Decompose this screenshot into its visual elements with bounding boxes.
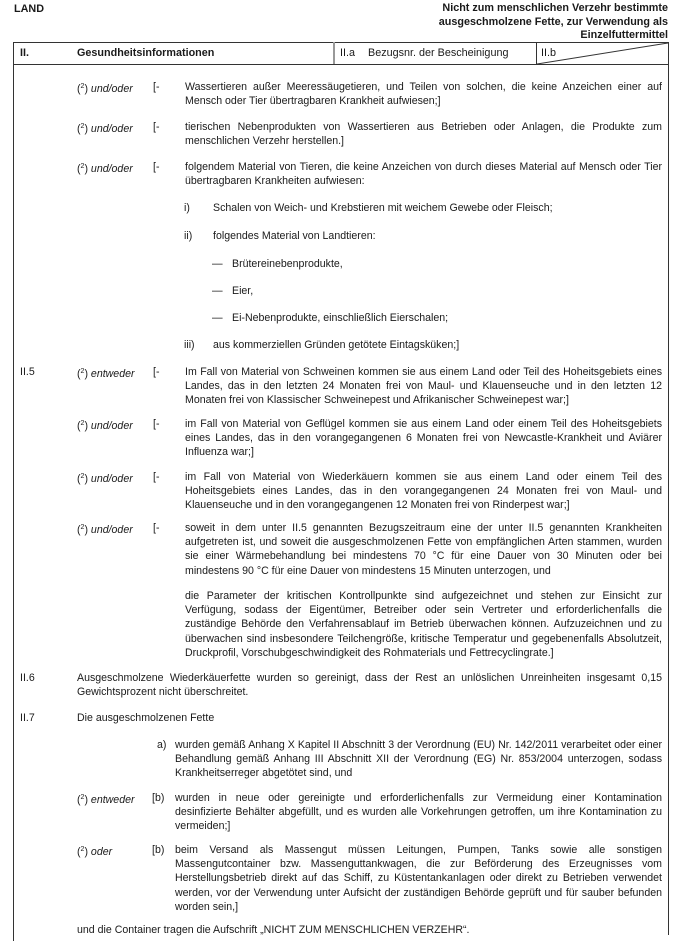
- clause-text: folgendem Material von Tieren, die keine Anzeichen von durch dieses Material auf Mensch oder Tier übertragbaren Krankheiten aufwiesen:: [185, 161, 662, 188]
- section-ii7-number: II.7: [20, 712, 35, 724]
- dash-item: Ei-Nebenprodukte, einschließlich Eierschalen;: [232, 312, 449, 324]
- clause-connector: ($^2$) und/oder: [77, 473, 133, 485]
- clause-connector: ($^2$) und/oder: [77, 524, 133, 536]
- ref-a-code: II.a: [340, 47, 356, 59]
- section-title: Gesundheitsinformationen: [77, 47, 215, 59]
- item-b-text: wurden in neue oder gereinigte und erforderlichenfalls zur Vermeidung einer Kontamination desinfizierte Behälter abgefüllt, und es wurden alle Vorkehrungen getroffen, um ihre Kontamination zu vermeiden;]: [175, 792, 662, 833]
- document-title-line: Einzelfuttermittel: [580, 29, 668, 41]
- section-ii6-text: Ausgeschmolzene Wiederkäuerfette wurden so gereinigt, dass der Rest an unlöslichen Unreinheiten insgesamt 0,15 Gewichtsprozent nicht überschreitet.: [77, 672, 662, 699]
- item-b-marker: [b): [152, 792, 165, 804]
- clause-connector: ($^2$) oder: [77, 846, 113, 858]
- ref-b-crossed-out-diagonal: [537, 42, 669, 65]
- clause-text: soweit in dem unter II.5 genannten Bezugszeitraum eine der unter II.5 genannten Krankheiten aufgetreten ist, und soweit die ausgeschmolzenen Fette von empfänglichen Arten stammen, wurden sie einer Wärmebehandlung bei mindestens 70 °C für eine Dauer von 30 Minuten oder bei mindestens 90 °C für eine Dauer von mindestens 15 Minuten unterzogen, und: [185, 522, 662, 577]
- clause-connector: ($^2$) entweder: [77, 794, 135, 806]
- dash-bullet: —: [212, 285, 223, 297]
- clause-text: tierischen Nebenprodukten von Wassertieren aus Betrieben oder Anlagen, die Produkte zum menschlichen Verzehr herstellen.]: [185, 121, 662, 148]
- item-a-marker: a): [157, 739, 167, 751]
- clause-bracket: [-: [153, 522, 160, 534]
- document-title-line: Nicht zum menschlichen Verzehr bestimmte: [442, 2, 668, 14]
- document-title: [368, 2, 668, 43]
- dash-bullet: —: [212, 258, 223, 270]
- clause-text: im Fall von Material von Geflügel kommen sie aus einem Land oder einem Teil des Hoheitsgebiets eines Landes, das in den vorangegangenen 6 Monaten frei von Newcastle-Krankheit und Aviärer Influenza war;]: [185, 418, 662, 459]
- clause-connector: ($^2$) und/oder: [77, 163, 133, 175]
- dash-item: Brütereinebenprodukte,: [232, 258, 343, 270]
- section-number: II.: [20, 47, 29, 59]
- clause-text: Wassertieren außer Meeressäugetieren, und Teilen von solchen, die keine Anzeichen einer auf Mensch oder Tier übertragbaren Krankheit aufwiesen;]: [185, 81, 662, 108]
- clause-continuation: die Parameter der kritischen Kontrollpunkte sind aufgezeichnet und stehen zur Einsicht zur Verfügung, sodass der Eigentümer, Betreiber oder sein Vertreter und erforderlichenfalls die zuständige Behörde den Verfahrensablauf im Betrieb überwachen können. Aufzuzeichnen und zu überwachen sind insbesondere Teilchengröße, kritische Temperatur und gegebenenfalls Absolutzeit, Druckprofil, Vorschubgeschwindigkeit des Rohmaterials und Fettrecyclingrate.]: [185, 590, 662, 659]
- ref-b-code: II.b: [541, 47, 557, 59]
- clause-text: im Fall von Material von Wiederkäuern kommen sie aus einem Land oder einem Teil des Hoheitsgebiets eines Landes, das in den vorangegangenen 24 Monaten frei von Maul- und Klauenseuche und in den vorangegangenen 12 Monaten frei von Rinderpest war;]: [185, 471, 662, 512]
- clause-connector: ($^2$) entweder: [77, 368, 135, 380]
- clause-connector: ($^2$) und/oder: [77, 123, 133, 135]
- dash-item: Eier,: [232, 285, 254, 297]
- clause-bracket: [-: [153, 418, 160, 430]
- clause-text: Im Fall von Material von Schweinen kommen sie aus einem Land oder Teil des Hoheitsgebiets eines Landes, das in den letzten 24 Monaten frei von Maul- und Klauenseuche und in den letzten 12 Monaten frei von Klassischer Schweinepest und Afrikanischer Schweinepest war;]: [185, 366, 662, 407]
- sublist-text: folgendes Material von Landtieren:: [213, 230, 376, 242]
- item-b-text: beim Versand als Massengut müssen Leitungen, Pumpen, Tanks sowie alle sonstigen Massengutcontainer bzw. Massenguttankwagen, die zur Beförderung des Erzeugnisses vom Herstellungsbetrieb direkt auf das Schiff, zu Küstentankanlagen oder direkt zu Betrieben verwendet werden, vor der Verwendung unter Aufsicht der zuständigen Behörde geprüft und für sauber befunden worden sein,]: [175, 844, 662, 913]
- clause-bracket: [-: [153, 161, 160, 173]
- clause-bracket: [-: [153, 366, 160, 378]
- section-ii7-intro: Die ausgeschmolzenen Fette: [77, 712, 215, 724]
- frame-border-right: [668, 42, 669, 935]
- clause-bracket: [-: [153, 471, 160, 483]
- clause-bracket: [-: [153, 121, 160, 133]
- clause-bracket: [-: [153, 81, 160, 93]
- item-a-text: wurden gemäß Anhang X Kapitel II Abschnitt 3 der Verordnung (EU) Nr. 142/2011 verarbeitet oder einer Behandlung gemäß Anhang III Abschnitt XII der Verordnung (EG) Nr. 853/2004 unterzogen, sodass Krankheitserreger abgetötet sind, und: [175, 739, 662, 780]
- clause-connector: ($^2$) und/oder: [77, 420, 133, 432]
- frame-border-left: [13, 42, 14, 941]
- document-title-line: ausgeschmolzene Fette, zur Verwendung als: [438, 15, 668, 28]
- sublist-marker: ii): [184, 230, 193, 242]
- sublist-text: aus kommerziellen Gründen getötete Eintagsküken;]: [213, 339, 460, 351]
- header-divider-a: [333, 42, 335, 64]
- country-label: LAND: [14, 3, 44, 15]
- item-b-marker: [b): [152, 844, 165, 856]
- sublist-marker: iii): [184, 339, 195, 351]
- sublist-marker: i): [184, 202, 190, 214]
- section-ii5-number: II.5: [20, 366, 35, 378]
- sublist-text: Schalen von Weich- und Krebstieren mit weichem Gewebe oder Fleisch;: [213, 202, 553, 214]
- dash-bullet: —: [212, 312, 223, 324]
- ref-a-label: Bezugsnr. der Bescheinigung: [368, 47, 509, 59]
- clause-connector: ($^2$) und/oder: [77, 83, 133, 95]
- section-ii6-number: II.6: [20, 672, 35, 684]
- section-ii7-closing: und die Container tragen die Aufschrift „NICHT ZUM MENSCHLICHEN VERZEHR“.: [77, 924, 470, 936]
